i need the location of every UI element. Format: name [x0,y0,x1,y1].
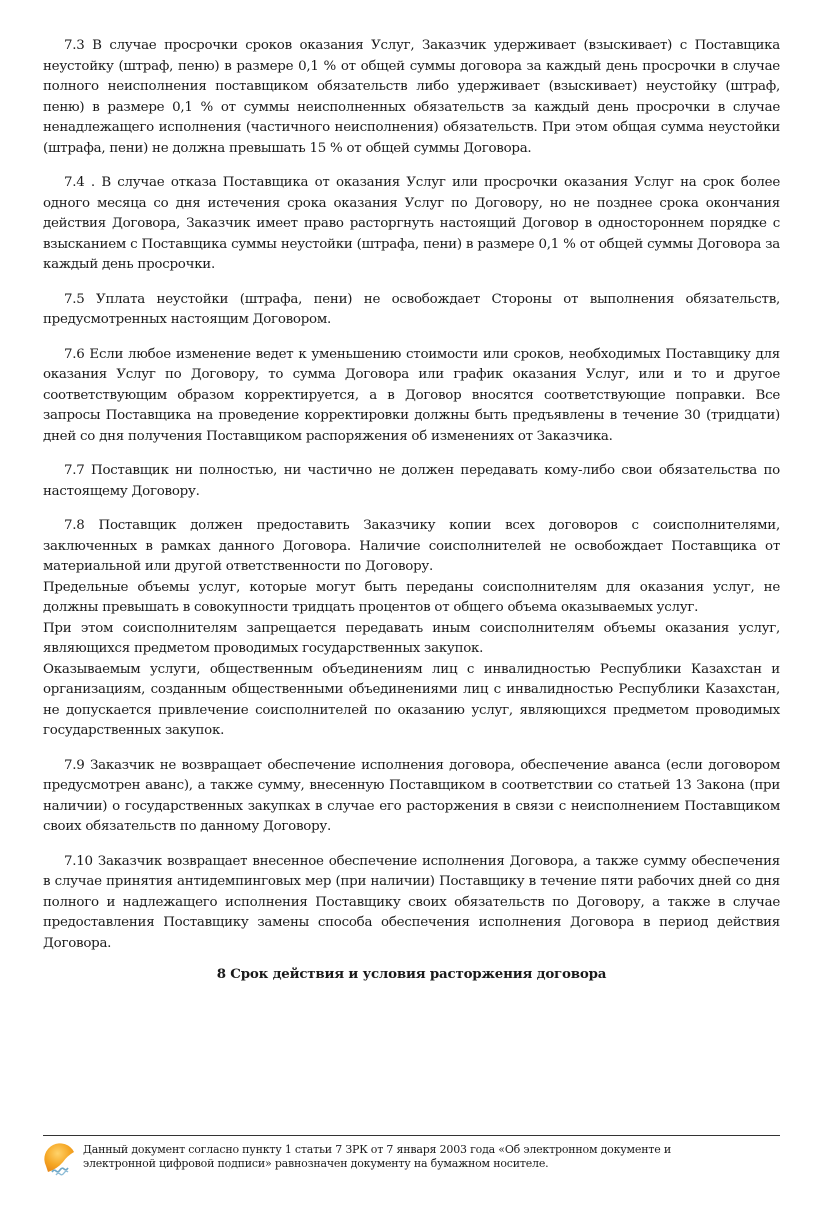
footer-disclaimer [43,1135,780,1176]
paragraph-7-8: 7.8 Поставщик должен предоставить Заказчику копии всех договоров с соисполнителями, заключенных в рамках данного Договора. Наличие соисполнителей не освобождает Поставщика от материальной или другой ответственности по Договору. [43,518,780,574]
paragraph-7-9: 7.9 Заказчик не возвращает обеспечение исполнения договора, обеспечение аванса (если договором предусмотрен аванс), а также сумму, внесенную Поставщиком в соответствии со статьей 13 Закона (при наличии) о государственных закупках в случае его расторжения в связи с неисполнением Поставщиком своих обязательств по данному Договору. [43,757,780,834]
document-page [43,36,780,984]
footer-line-2: электронной цифровой подписи» равнозначен документу на бумажном носителе. [83,1157,549,1170]
paragraph-7-7: 7.7 Поставщик ни полностью, ни частично не должен передавать кому-либо свои обязательства по настоящему Договору. [43,463,780,499]
e-gov-sun-logo-icon [43,1142,77,1176]
footer-line-1: Данный документ согласно пункту 1 статьи 7 ЗРК от 7 января 2003 года «Об электронном документе и [83,1143,671,1156]
paragraph-7-8-subcontract-prohibition: При этом соисполнителям запрещается передавать иным соисполнителям объемы оказания услуг, являющихся предметом проводимых государственных закупок. [43,620,780,656]
paragraph-7-8-subcontract-limit: Предельные объемы услуг, которые могут быть переданы соисполнителям для оказания услуг, не должны превышать в совокупности тридцать процентов от общего объема оказываемых услуг. [43,579,780,615]
section-8-title: 8 Срок действия и условия расторжения договора [216,966,607,982]
paragraph-7-5: 7.5 Уплата неустойки (штрафа, пени) не освобождает Стороны от выполнения обязательств, предусмотренных настоящим Договором. [43,291,780,327]
footer-text [83,1143,671,1171]
paragraph-7-8-disability-orgs: Оказываемым услуги, общественным объединениям лиц с инвалидностью Республики Казахстан и организациям, созданным общественными объединениями лиц с инвалидностью Республики Казахстан, не допускается привлечение соисполнителей по оказанию услуг, являющихся предметом проводимых государственных закупок. [43,661,780,738]
paragraph-7-6: 7.6 Если любое изменение ведет к уменьшению стоимости или сроков, необходимых Поставщику для оказания Услуг по Договору, то сумма Договора или график оказания Услуг, или и то и другое соответствующим образом корректируется, а в Договор вносятся соответствующие поправки. Все запросы Поставщика на проведение корректировки должны быть предъявлены в течение 30 (тридцати) дней со дня получения Поставщиком распоряжения об изменениях от Заказчика. [43,346,780,444]
paragraph-7-4: 7.4 . В случае отказа Поставщика от оказания Услуг или просрочки оказания Услуг на срок более одного месяца со дня истечения срока оказания Услуг по Договору, но не позднее срока окончания действия Договора, Заказчик имеет право расторгнуть настоящий Договор в одностороннем порядке с взысканием с Поставщика суммы неустойки (штрафа, пени) в размере 0,1 % от общей суммы Договора за каждый день просрочки. [43,175,780,272]
paragraph-7-10: 7.10 Заказчик возвращает внесенное обеспечение исполнения Договора, а также сумму обеспечения в случае принятия антидемпинговых мер (при наличии) Поставщику в течение пяти рабочих дней со дня полного и надлежащего исполнения Поставщику своих обязательств по Договору, а также в случае предоставления Поставщику замены способа обеспечения исполнения Договора в период действия Договора. [43,853,780,951]
paragraph-7-3: 7.3 В случае просрочки сроков оказания Услуг, Заказчик удерживает (взыскивает) с Поставщика неустойку (штраф, пеню) в размере 0,1 % от общей суммы договора за каждый день просрочки в случае полного неисполнения поставщиком обязательств либо удерживает (взыскивает) неустойку (штраф, пеню) в размере 0,1 % от суммы неисполненных обязательств за каждый день просрочки в случае ненадлежащего исполнения (частичного неисполнения) обязательств. При этом общая сумма неустойки (штрафа, пени) не должна превышать 15 % от общей суммы Договора. [43,38,780,156]
